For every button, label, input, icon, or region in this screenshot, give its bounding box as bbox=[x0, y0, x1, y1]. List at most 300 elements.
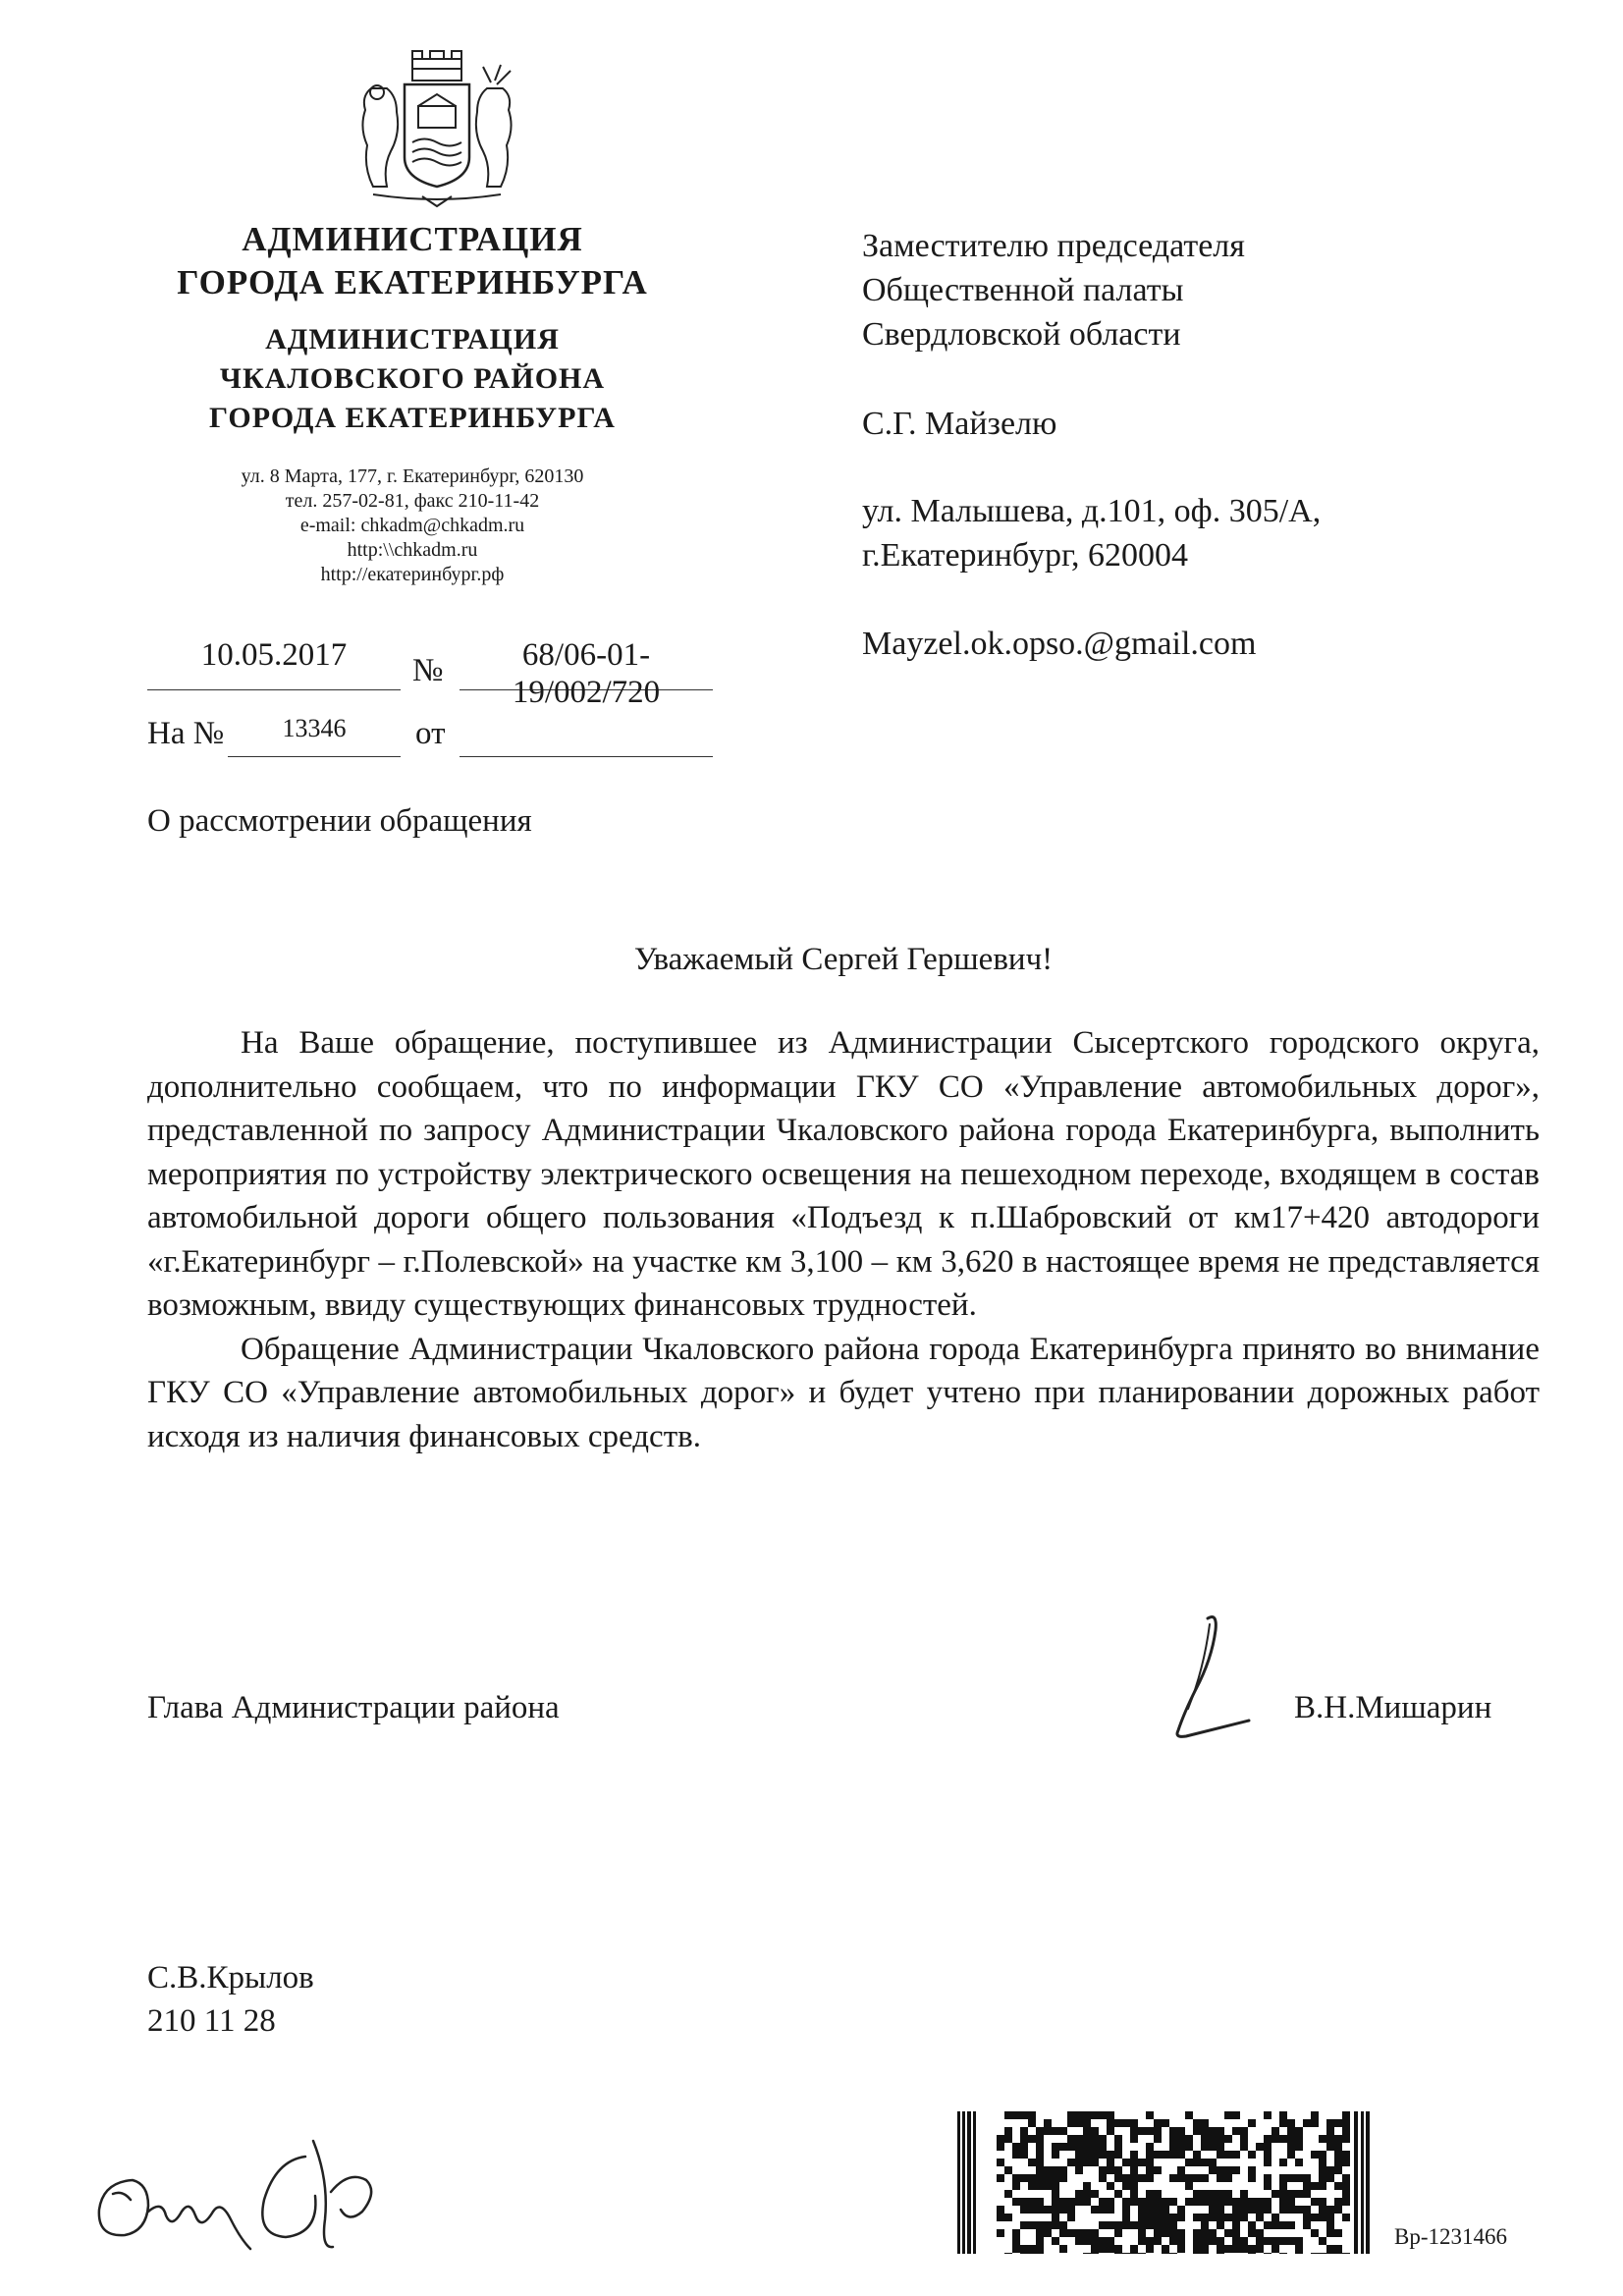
barcode-module bbox=[1209, 2135, 1217, 2143]
barcode-module bbox=[1209, 2206, 1217, 2214]
barcode-module bbox=[1012, 2111, 1020, 2119]
barcode-module bbox=[1099, 2221, 1107, 2229]
barcode-module bbox=[1287, 2119, 1295, 2127]
barcode-module bbox=[1169, 2143, 1177, 2151]
barcode-module bbox=[1004, 2135, 1012, 2143]
barcode-module bbox=[1279, 2190, 1287, 2198]
barcode-module bbox=[1217, 2206, 1224, 2214]
barcode-module bbox=[1146, 2214, 1154, 2221]
barcode-module bbox=[1185, 2143, 1193, 2151]
barcode-module bbox=[1303, 2214, 1311, 2221]
barcode-module bbox=[1209, 2198, 1217, 2206]
barcode-module bbox=[1342, 2214, 1350, 2221]
barcode-module bbox=[1248, 2151, 1256, 2159]
barcode-module bbox=[1122, 2182, 1130, 2190]
barcode-module bbox=[1146, 2143, 1154, 2151]
barcode-module bbox=[1067, 2198, 1075, 2206]
recipient-line3: Свердловской области bbox=[862, 316, 1181, 353]
barcode-module bbox=[1036, 2166, 1044, 2174]
barcode-module bbox=[1224, 2190, 1232, 2198]
barcode-module bbox=[1217, 2253, 1224, 2254]
barcode-module bbox=[1240, 2214, 1248, 2221]
barcode-module bbox=[1083, 2159, 1091, 2166]
barcode-module bbox=[1217, 2135, 1224, 2143]
barcode-module bbox=[1122, 2159, 1130, 2166]
barcode-module bbox=[1107, 2198, 1114, 2206]
barcode-module bbox=[1177, 2127, 1185, 2135]
barcode-module bbox=[1044, 2182, 1052, 2190]
barcode-module bbox=[1020, 2221, 1028, 2229]
barcode-module bbox=[1154, 2190, 1162, 2198]
org-phone: тел. 257-02-81, факс 210-11-42 bbox=[285, 490, 540, 512]
barcode-module bbox=[1224, 2229, 1232, 2237]
barcode-module bbox=[1162, 2214, 1169, 2221]
barcode-module bbox=[1169, 2174, 1177, 2182]
barcode-module bbox=[1107, 2182, 1114, 2190]
barcode-module bbox=[1162, 2198, 1169, 2206]
barcode-module bbox=[1130, 2174, 1138, 2182]
barcode-module bbox=[1209, 2237, 1217, 2245]
barcode-module bbox=[1028, 2135, 1036, 2143]
barcode-module bbox=[997, 2135, 1004, 2143]
letter-subject: О рассмотрении обращения bbox=[147, 803, 532, 839]
barcode-module bbox=[1036, 2253, 1044, 2254]
barcode-module bbox=[1248, 2198, 1256, 2206]
barcode-module bbox=[1012, 2229, 1020, 2237]
barcode-module bbox=[1075, 2119, 1083, 2127]
barcode-module bbox=[1099, 2174, 1107, 2182]
barcode-module bbox=[1012, 2245, 1020, 2253]
barcode-module bbox=[1217, 2166, 1224, 2174]
barcode-module bbox=[1287, 2143, 1295, 2151]
barcode-module bbox=[1311, 2229, 1319, 2237]
barcode-module bbox=[1130, 2135, 1138, 2143]
barcode-module bbox=[1067, 2206, 1075, 2214]
barcode-module bbox=[1138, 2253, 1146, 2254]
barcode-module bbox=[1075, 2190, 1083, 2198]
barcode-module bbox=[1295, 2159, 1303, 2166]
barcode-module bbox=[1130, 2151, 1138, 2159]
barcode-module bbox=[1224, 2166, 1232, 2174]
barcode-module bbox=[1326, 2119, 1334, 2127]
barcode-module bbox=[1044, 2206, 1052, 2214]
barcode-module bbox=[1107, 2237, 1114, 2245]
barcode-module bbox=[1287, 2174, 1295, 2182]
org-title-line1: АДМИНИСТРАЦИЯ bbox=[242, 220, 583, 258]
barcode-module bbox=[1295, 2127, 1303, 2135]
barcode-module bbox=[1193, 2151, 1201, 2159]
barcode-module bbox=[1271, 2190, 1279, 2198]
barcode-module bbox=[1020, 2253, 1028, 2254]
barcode-module bbox=[1075, 2151, 1083, 2159]
barcode-module bbox=[1193, 2253, 1201, 2254]
barcode-module bbox=[1169, 2198, 1177, 2206]
barcode-module bbox=[1279, 2221, 1287, 2229]
barcode-module bbox=[1334, 2182, 1342, 2190]
barcode-module bbox=[1256, 2198, 1264, 2206]
barcode-module bbox=[1311, 2111, 1319, 2119]
barcode-module bbox=[1311, 2214, 1319, 2221]
barcode-module bbox=[1162, 2206, 1169, 2214]
barcode-module bbox=[1130, 2119, 1138, 2127]
barcode-module bbox=[1044, 2119, 1052, 2127]
barcode-module bbox=[1193, 2237, 1201, 2245]
barcode-module bbox=[1052, 2198, 1059, 2206]
barcode-module bbox=[1028, 2111, 1036, 2119]
barcode-module bbox=[1107, 2206, 1114, 2214]
barcode-module bbox=[1264, 2198, 1271, 2206]
barcode-module bbox=[1326, 2143, 1334, 2151]
barcode-module bbox=[1217, 2214, 1224, 2221]
barcode-module bbox=[1232, 2221, 1240, 2229]
barcode-module bbox=[1201, 2127, 1209, 2135]
barcode-module bbox=[1154, 2221, 1162, 2229]
body-paragraph-1: На Ваше обращение, поступившее из Администрации Сысертского городского округа, дополнительно сообщаем, что по информации ГКУ СО «Управление автомобильных дорог», представленной по запросу Администрации Чкаловского района города Екатеринбурга, выполнить мероприятия по устройству электрического освещения на пешеходном переходе, входящем в состав автомобильной дороги общего пользования «Подъезд к п.Шабровский от км17+420 автодороги «г.Екатеринбург – г.Полевской» на участке км 3,100 – км 3,620 в настоящее время не представляется возможным, ввиду существующих финансовых трудностей. bbox=[147, 1025, 1540, 1323]
barcode-module bbox=[1232, 2111, 1240, 2119]
barcode-module bbox=[1185, 2135, 1193, 2143]
barcode-module bbox=[1130, 2127, 1138, 2135]
barcode-module bbox=[1224, 2111, 1232, 2119]
barcode-module bbox=[1138, 2127, 1146, 2135]
barcode-module bbox=[1177, 2245, 1185, 2253]
recipient-name: С.Г. Майзелю bbox=[862, 406, 1057, 442]
barcode-module bbox=[1295, 2190, 1303, 2198]
barcode-module bbox=[1326, 2253, 1334, 2254]
barcode-module bbox=[1091, 2229, 1099, 2237]
barcode-module bbox=[1122, 2206, 1130, 2214]
barcode-module bbox=[1044, 2174, 1052, 2182]
barcode-module bbox=[1209, 2143, 1217, 2151]
barcode-module bbox=[1146, 2198, 1154, 2206]
barcode-module bbox=[1248, 2119, 1256, 2127]
barcode-module bbox=[1264, 2206, 1271, 2214]
barcode-module bbox=[1114, 2119, 1122, 2127]
barcode-module bbox=[1209, 2166, 1217, 2174]
barcode-module bbox=[1059, 2229, 1067, 2237]
barcode-module bbox=[1342, 2159, 1350, 2166]
org-subtitle-line1: АДМИНИСТРАЦИЯ bbox=[265, 323, 560, 355]
barcode-module bbox=[1075, 2198, 1083, 2206]
barcode-module bbox=[1264, 2221, 1271, 2229]
org-address: ул. 8 Марта, 177, г. Екатеринбург, 620130 bbox=[241, 465, 584, 487]
barcode-module bbox=[1209, 2229, 1217, 2237]
barcode-module bbox=[1177, 2237, 1185, 2245]
barcode-icon bbox=[957, 2111, 1370, 2254]
barcode-module bbox=[1075, 2135, 1083, 2143]
barcode-module bbox=[1138, 2237, 1146, 2245]
barcode-module bbox=[1319, 2135, 1326, 2143]
ref-from-date bbox=[460, 709, 713, 757]
barcode-module bbox=[1083, 2237, 1091, 2245]
barcode-module bbox=[1326, 2135, 1334, 2143]
barcode-module bbox=[1036, 2229, 1044, 2237]
barcode-module bbox=[1146, 2206, 1154, 2214]
barcode-bar bbox=[967, 2111, 971, 2254]
barcode-module bbox=[1193, 2127, 1201, 2135]
barcode-module bbox=[1279, 2174, 1287, 2182]
barcode-module bbox=[1201, 2198, 1209, 2206]
barcode-module bbox=[1099, 2135, 1107, 2143]
barcode-module bbox=[1232, 2237, 1240, 2245]
recipient-line2: Общественной палаты bbox=[862, 272, 1184, 308]
barcode-module bbox=[1012, 2182, 1020, 2190]
barcode-module bbox=[1240, 2190, 1248, 2198]
barcode-bar bbox=[1354, 2111, 1358, 2254]
barcode-module bbox=[1091, 2111, 1099, 2119]
barcode-module bbox=[1091, 2143, 1099, 2151]
barcode-module bbox=[1248, 2245, 1256, 2253]
barcode-module bbox=[1217, 2221, 1224, 2229]
recipient-address-line2: г.Екатеринбург, 620004 bbox=[862, 537, 1189, 574]
barcode-module bbox=[1177, 2174, 1185, 2182]
barcode-module bbox=[997, 2229, 1004, 2237]
barcode-module bbox=[997, 2143, 1004, 2151]
barcode-module bbox=[1201, 2245, 1209, 2253]
barcode-module bbox=[1342, 2111, 1350, 2119]
barcode-module bbox=[1162, 2119, 1169, 2127]
barcode-module bbox=[1114, 2190, 1122, 2198]
barcode-module bbox=[1044, 2166, 1052, 2174]
barcode-module bbox=[1162, 2253, 1169, 2254]
barcode-module bbox=[1075, 2229, 1083, 2237]
barcode-module bbox=[1209, 2127, 1217, 2135]
barcode-module bbox=[1334, 2198, 1342, 2206]
barcode-module bbox=[1271, 2245, 1279, 2253]
barcode-module bbox=[1271, 2127, 1279, 2135]
barcode-module bbox=[1004, 2190, 1012, 2198]
barcode-module bbox=[1028, 2119, 1036, 2127]
barcode-module bbox=[1107, 2127, 1114, 2135]
barcode-module bbox=[1036, 2198, 1044, 2206]
barcode-module bbox=[1083, 2190, 1091, 2198]
barcode-module bbox=[1256, 2143, 1264, 2151]
barcode-module bbox=[1295, 2237, 1303, 2245]
barcode-module bbox=[1099, 2111, 1107, 2119]
barcode-module bbox=[1138, 2198, 1146, 2206]
barcode-module bbox=[1052, 2174, 1059, 2182]
barcode-module bbox=[1342, 2190, 1350, 2198]
barcode-module bbox=[1091, 2151, 1099, 2159]
barcode-module bbox=[1138, 2214, 1146, 2221]
barcode-module bbox=[1201, 2119, 1209, 2127]
barcode-module bbox=[1075, 2159, 1083, 2166]
barcode-module bbox=[1067, 2214, 1075, 2221]
barcode-module bbox=[1122, 2214, 1130, 2221]
barcode-module bbox=[1193, 2190, 1201, 2198]
barcode-module bbox=[1279, 2253, 1287, 2254]
barcode-module bbox=[1209, 2190, 1217, 2198]
barcode-module bbox=[1169, 2221, 1177, 2229]
barcode-bar bbox=[1361, 2111, 1364, 2254]
barcode-module bbox=[1067, 2159, 1075, 2166]
barcode-module bbox=[1224, 2151, 1232, 2159]
barcode-module bbox=[1217, 2198, 1224, 2206]
barcode-module bbox=[1334, 2151, 1342, 2159]
barcode-module bbox=[1232, 2214, 1240, 2221]
barcode-module bbox=[1130, 2245, 1138, 2253]
barcode-module bbox=[1319, 2237, 1326, 2245]
barcode-module bbox=[1271, 2237, 1279, 2245]
barcode-module bbox=[1067, 2143, 1075, 2151]
barcode-module bbox=[1138, 2206, 1146, 2214]
barcode-module bbox=[1279, 2159, 1287, 2166]
barcode-module bbox=[1279, 2119, 1287, 2127]
barcode-module bbox=[1028, 2206, 1036, 2214]
barcode-module bbox=[1311, 2151, 1319, 2159]
barcode-module bbox=[1162, 2151, 1169, 2159]
barcode-module bbox=[1146, 2111, 1154, 2119]
barcode-module bbox=[1311, 2119, 1319, 2127]
barcode-module bbox=[1319, 2253, 1326, 2254]
barcode-module bbox=[1146, 2166, 1154, 2174]
barcode-module bbox=[1185, 2159, 1193, 2166]
barcode-module bbox=[1075, 2111, 1083, 2119]
barcode-module bbox=[1036, 2135, 1044, 2143]
org-site-rf: http://екатеринбург.рф bbox=[320, 564, 505, 585]
barcode-module bbox=[1334, 2253, 1342, 2254]
barcode-bar bbox=[1366, 2111, 1370, 2254]
barcode-module bbox=[1020, 2206, 1028, 2214]
barcode-module bbox=[1162, 2229, 1169, 2237]
barcode-module bbox=[1279, 2206, 1287, 2214]
barcode-module bbox=[1232, 2229, 1240, 2237]
barcode-module bbox=[1177, 2143, 1185, 2151]
barcode-module bbox=[1256, 2237, 1264, 2245]
barcode-module bbox=[1020, 2135, 1028, 2143]
barcode-module bbox=[1059, 2198, 1067, 2206]
barcode-module bbox=[1264, 2182, 1271, 2190]
barcode-module bbox=[1067, 2135, 1075, 2143]
ref-label: На № bbox=[147, 716, 225, 751]
barcode-module bbox=[1287, 2206, 1295, 2214]
barcode-module bbox=[1107, 2245, 1114, 2253]
barcode-module bbox=[1287, 2190, 1295, 2198]
barcode-module bbox=[1146, 2245, 1154, 2253]
barcode-module bbox=[1334, 2159, 1342, 2166]
barcode-module bbox=[1059, 2127, 1067, 2135]
barcode-module bbox=[1319, 2174, 1326, 2182]
org-title-line2: ГОРОДА ЕКАТЕРИНБУРГА bbox=[177, 263, 648, 301]
barcode-module bbox=[1264, 2174, 1271, 2182]
barcode-module bbox=[1162, 2221, 1169, 2229]
barcode-module bbox=[1028, 2174, 1036, 2182]
barcode-module bbox=[1122, 2253, 1130, 2254]
barcode-module bbox=[1146, 2159, 1154, 2166]
barcode-module bbox=[1311, 2253, 1319, 2254]
barcode-module bbox=[1303, 2190, 1311, 2198]
letter-body bbox=[147, 1021, 1540, 1458]
org-subtitle-line3: ГОРОДА ЕКАТЕРИНБУРГА bbox=[209, 402, 616, 434]
recipient-address-line1: ул. Малышева, д.101, оф. 305/А, bbox=[862, 493, 1322, 529]
barcode-module bbox=[1287, 2237, 1295, 2245]
barcode-module bbox=[1256, 2229, 1264, 2237]
barcode-module bbox=[1130, 2253, 1138, 2254]
barcode-module bbox=[1169, 2253, 1177, 2254]
barcode-module bbox=[1154, 2119, 1162, 2127]
barcode-module bbox=[1201, 2135, 1209, 2143]
barcode-module bbox=[1271, 2221, 1279, 2229]
signer-position: Глава Администрации района bbox=[147, 1690, 560, 1725]
barcode-module bbox=[1154, 2151, 1162, 2159]
barcode-module bbox=[1326, 2221, 1334, 2229]
barcode-module bbox=[1177, 2214, 1185, 2221]
barcode-module bbox=[997, 2206, 1004, 2214]
barcode-module bbox=[1224, 2174, 1232, 2182]
doc-number: 68/06-01-19/002/720 bbox=[460, 636, 713, 690]
barcode-module bbox=[1177, 2229, 1185, 2237]
barcode-module bbox=[1264, 2135, 1271, 2143]
barcode-module bbox=[1036, 2143, 1044, 2151]
barcode-module bbox=[1091, 2245, 1099, 2253]
barcode-module bbox=[1240, 2245, 1248, 2253]
barcode-module bbox=[1319, 2166, 1326, 2174]
barcode-module bbox=[1342, 2151, 1350, 2159]
barcode-module bbox=[1240, 2198, 1248, 2206]
barcode-module bbox=[1193, 2229, 1201, 2237]
barcode-module bbox=[1114, 2151, 1122, 2159]
barcode-module bbox=[1036, 2174, 1044, 2182]
barcode-module bbox=[1224, 2245, 1232, 2253]
barcode-module bbox=[1059, 2143, 1067, 2151]
barcode-module bbox=[1083, 2229, 1091, 2237]
barcode-module bbox=[1342, 2135, 1350, 2143]
barcode-module bbox=[1099, 2245, 1107, 2253]
barcode-module bbox=[1138, 2229, 1146, 2237]
barcode-module bbox=[1224, 2214, 1232, 2221]
barcode-module bbox=[1091, 2253, 1099, 2254]
barcode-module bbox=[1122, 2221, 1130, 2229]
barcode-module bbox=[1107, 2151, 1114, 2159]
barcode-module bbox=[1130, 2198, 1138, 2206]
barcode-module bbox=[1217, 2127, 1224, 2135]
barcode-module bbox=[1044, 2229, 1052, 2237]
barcode-module bbox=[1279, 2237, 1287, 2245]
barcode-module bbox=[1342, 2198, 1350, 2206]
barcode-module bbox=[1295, 2174, 1303, 2182]
barcode-module bbox=[1083, 2127, 1091, 2135]
barcode-module bbox=[1201, 2237, 1209, 2245]
barcode-module bbox=[1052, 2206, 1059, 2214]
barcode-module bbox=[1059, 2245, 1067, 2253]
barcode-module bbox=[1295, 2135, 1303, 2143]
barcode-module bbox=[1020, 2143, 1028, 2151]
barcode-module bbox=[1169, 2237, 1177, 2245]
barcode-module bbox=[1295, 2143, 1303, 2151]
barcode-module bbox=[1169, 2151, 1177, 2159]
barcode-module bbox=[1240, 2135, 1248, 2143]
barcode-module bbox=[1107, 2119, 1114, 2127]
barcode-module bbox=[1248, 2206, 1256, 2214]
barcode-module bbox=[1083, 2143, 1091, 2151]
barcode-module bbox=[1044, 2127, 1052, 2135]
barcode-module bbox=[1012, 2174, 1020, 2182]
barcode-module bbox=[1295, 2245, 1303, 2253]
barcode-module bbox=[1020, 2174, 1028, 2182]
barcode-module bbox=[1232, 2151, 1240, 2159]
barcode-module bbox=[1099, 2237, 1107, 2245]
barcode-module bbox=[1201, 2159, 1209, 2166]
barcode-module bbox=[1264, 2159, 1271, 2166]
barcode-module bbox=[1342, 2127, 1350, 2135]
barcode-module bbox=[1319, 2151, 1326, 2159]
barcode-module bbox=[1232, 2206, 1240, 2214]
barcode-module bbox=[1279, 2111, 1287, 2119]
barcode-module bbox=[1059, 2221, 1067, 2229]
barcode-module bbox=[1193, 2214, 1201, 2221]
barcode-module bbox=[1052, 2182, 1059, 2190]
org-site: http:\\chkadm.ru bbox=[347, 539, 478, 561]
barcode-module bbox=[1028, 2253, 1036, 2254]
